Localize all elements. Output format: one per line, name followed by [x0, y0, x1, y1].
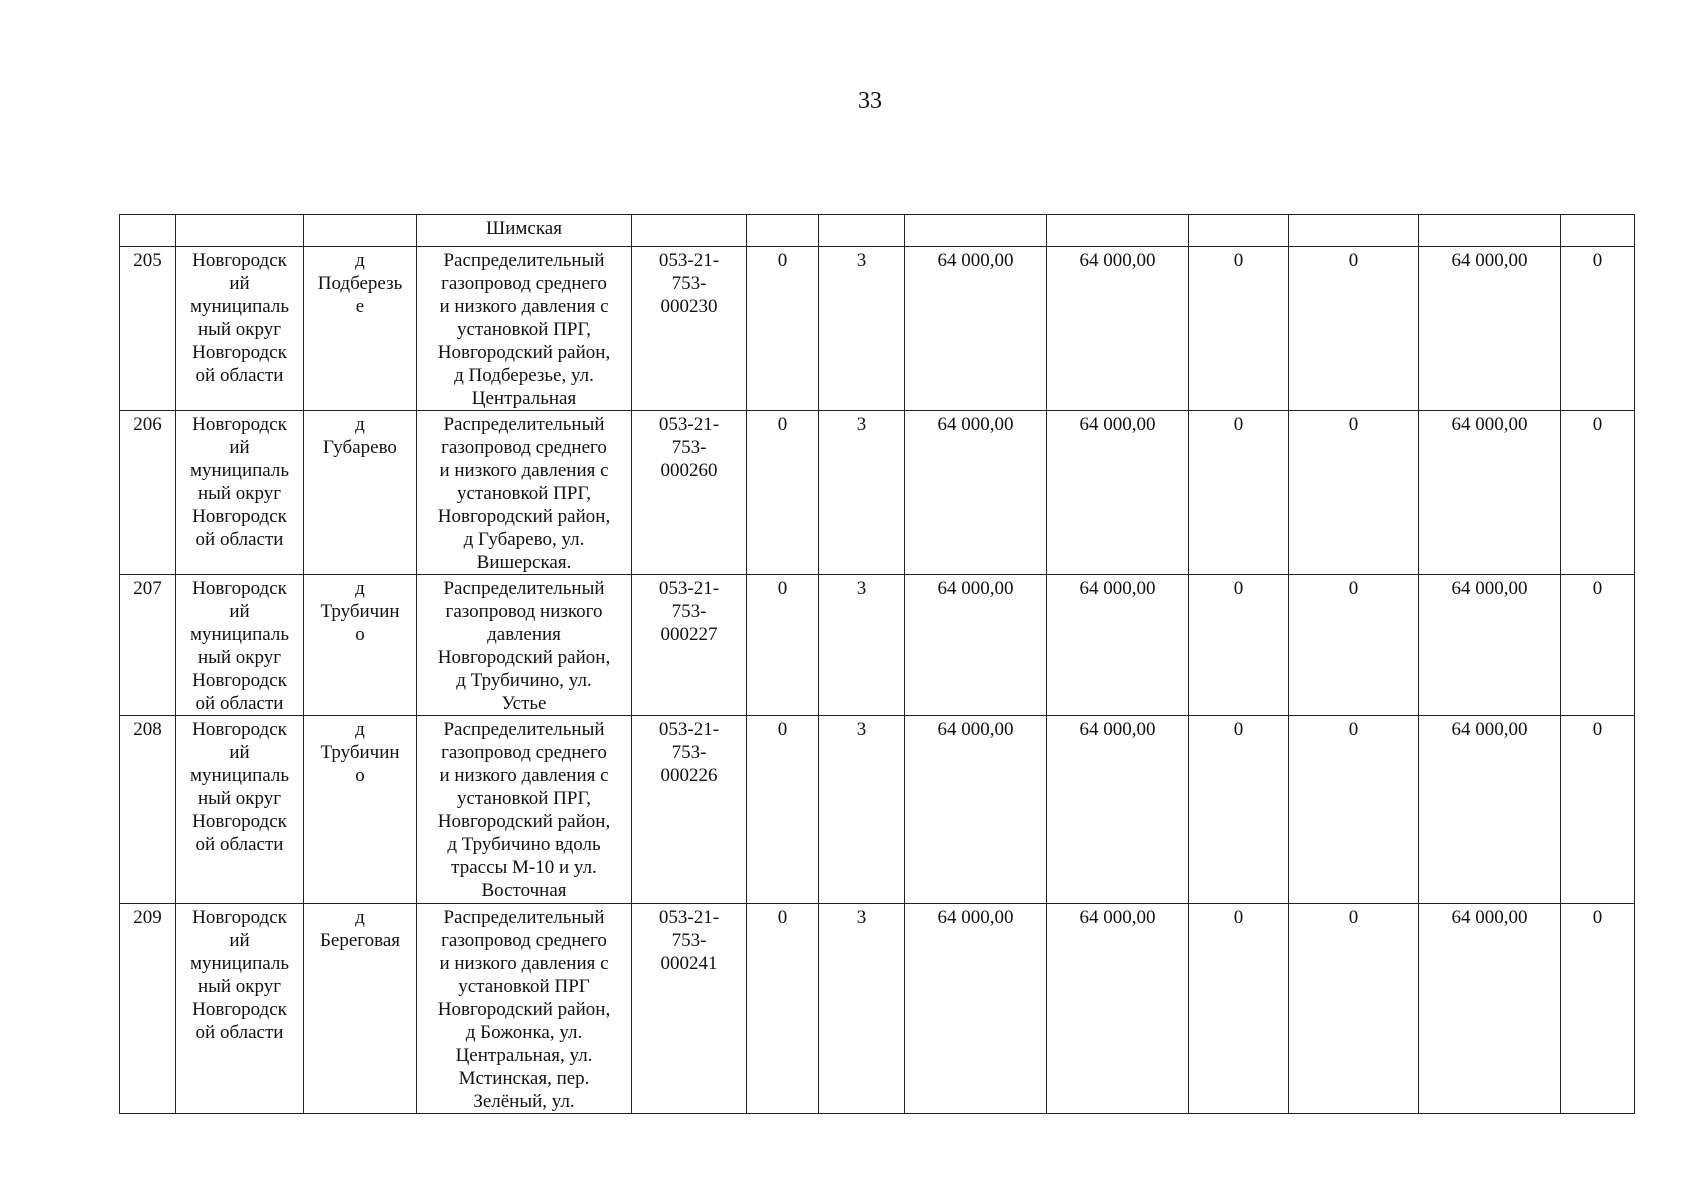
amount-cell: 64 000,00 [1419, 247, 1561, 411]
table-row [120, 411, 1635, 575]
table-cell [819, 215, 905, 247]
value-cell: 0 [1289, 575, 1419, 716]
value-cell: 0 [1189, 575, 1289, 716]
value-cell: 0 [1561, 904, 1635, 1114]
row-number: 207 [120, 575, 176, 716]
value-cell: 3 [819, 575, 905, 716]
gas-pipeline-table [119, 214, 1635, 1114]
amount-cell: 64 000,00 [905, 904, 1047, 1114]
municipality-cell: Новгородск ий муниципаль ный округ Новгородск ой области [176, 904, 304, 1114]
table-row [120, 575, 1635, 716]
row-number: 205 [120, 247, 176, 411]
amount-cell: 64 000,00 [1047, 247, 1189, 411]
page-number: 33 [858, 88, 882, 114]
value-cell: 0 [1561, 575, 1635, 716]
value-cell: 0 [1561, 716, 1635, 904]
municipality-cell: Новгородск ий муниципаль ный округ Новгородск ой области [176, 411, 304, 575]
value-cell: 0 [1289, 411, 1419, 575]
object-description: Распределительный газопровод среднего и низкого давления с установкой ПРГ, Новгородский район, д Подберезье, ул. Центральная [417, 247, 632, 411]
amount-cell: 64 000,00 [1047, 411, 1189, 575]
object-code: 053-21- 753- 000241 [632, 904, 747, 1114]
table-cell [120, 215, 176, 247]
table-cell [1561, 215, 1635, 247]
value-cell: 0 [1289, 904, 1419, 1114]
value-cell: 0 [1189, 904, 1289, 1114]
object-description: Распределительный газопровод среднего и низкого давления с установкой ПРГ, Новгородский район, д Трубичино вдоль трассы М-10 и ул. Восточная [417, 716, 632, 904]
value-cell: 0 [1189, 247, 1289, 411]
row-number: 208 [120, 716, 176, 904]
settlement-cell: д Трубичин о [304, 575, 417, 716]
table-cell [1419, 215, 1561, 247]
settlement-cell: д Трубичин о [304, 716, 417, 904]
object-description: Распределительный газопровод низкого давления Новгородский район, д Трубичино, ул. Устье [417, 575, 632, 716]
row-number: 209 [120, 904, 176, 1114]
object-description: Распределительный газопровод среднего и низкого давления с установкой ПРГ, Новгородский район, д Губарево, ул. Вишерская. [417, 411, 632, 575]
object-code: 053-21- 753- 000260 [632, 411, 747, 575]
value-cell: 3 [819, 411, 905, 575]
value-cell: 0 [747, 575, 819, 716]
value-cell: 0 [1561, 247, 1635, 411]
municipality-cell: Новгородск ий муниципаль ный округ Новгородск ой области [176, 247, 304, 411]
municipality-cell: Новгородск ий муниципаль ный округ Новгородск ой области [176, 716, 304, 904]
value-cell: 3 [819, 247, 905, 411]
amount-cell: 64 000,00 [1419, 716, 1561, 904]
amount-cell: 64 000,00 [1047, 716, 1189, 904]
table-cell [747, 215, 819, 247]
continuation-row [120, 215, 1635, 247]
amount-cell: 64 000,00 [1047, 904, 1189, 1114]
value-cell: 3 [819, 716, 905, 904]
value-cell: 0 [1561, 411, 1635, 575]
object-description: Распределительный газопровод среднего и низкого давления с установкой ПРГ Новгородский район, д Божонка, ул. Центральная, ул. Мстинская, пер. Зелёный, ул. [417, 904, 632, 1114]
value-cell: 0 [747, 716, 819, 904]
value-cell: 0 [747, 247, 819, 411]
continuation-description: Шимская [417, 215, 632, 247]
settlement-cell: д Береговая [304, 904, 417, 1114]
table-row [120, 716, 1635, 904]
table-cell [304, 215, 417, 247]
table-cell [1289, 215, 1419, 247]
amount-cell: 64 000,00 [1047, 575, 1189, 716]
row-number: 206 [120, 411, 176, 575]
amount-cell: 64 000,00 [1419, 575, 1561, 716]
amount-cell: 64 000,00 [905, 716, 1047, 904]
table-cell [1047, 215, 1189, 247]
settlement-cell: д Губарево [304, 411, 417, 575]
table-cell [176, 215, 304, 247]
amount-cell: 64 000,00 [1419, 904, 1561, 1114]
table-row [120, 904, 1635, 1114]
value-cell: 0 [747, 904, 819, 1114]
object-code: 053-21- 753- 000230 [632, 247, 747, 411]
value-cell: 0 [1189, 716, 1289, 904]
settlement-cell: д Подберезь е [304, 247, 417, 411]
value-cell: 0 [1189, 411, 1289, 575]
value-cell: 0 [747, 411, 819, 575]
value-cell: 0 [1289, 247, 1419, 411]
table-cell [1189, 215, 1289, 247]
municipality-cell: Новгородск ий муниципаль ный округ Новгородск ой области [176, 575, 304, 716]
table-cell [632, 215, 747, 247]
amount-cell: 64 000,00 [905, 247, 1047, 411]
value-cell: 3 [819, 904, 905, 1114]
table-row [120, 247, 1635, 411]
amount-cell: 64 000,00 [905, 575, 1047, 716]
object-code: 053-21- 753- 000227 [632, 575, 747, 716]
amount-cell: 64 000,00 [905, 411, 1047, 575]
amount-cell: 64 000,00 [1419, 411, 1561, 575]
object-code: 053-21- 753- 000226 [632, 716, 747, 904]
table-cell [905, 215, 1047, 247]
value-cell: 0 [1289, 716, 1419, 904]
